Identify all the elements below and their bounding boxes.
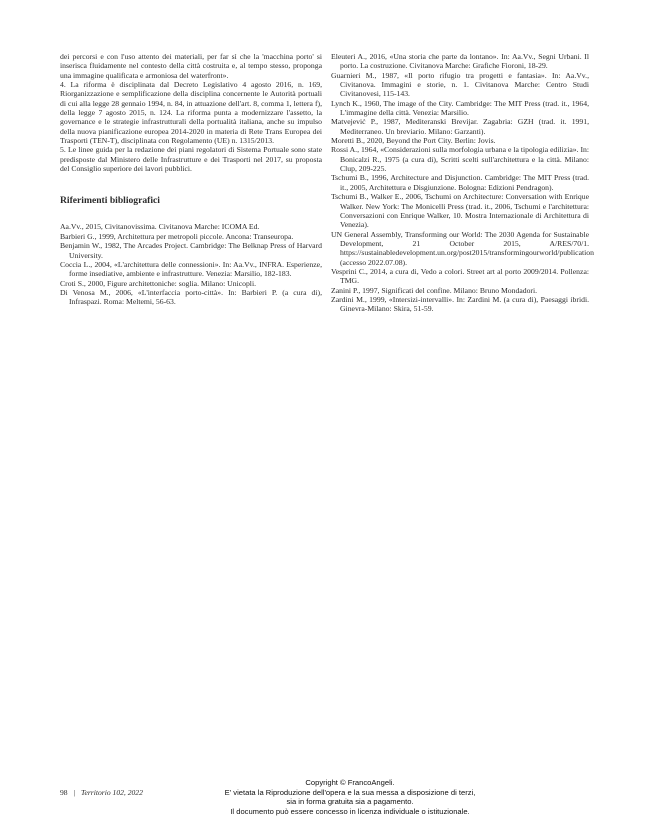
reference-item: Eleuteri A., 2016, «Una storia che parte da lontano». In: Aa.Vv., Segni Urbani. Il porto. La costruzione. Civitanova Marche: Grafiche Fioroni, 18-29. [331,52,589,71]
reference-item: Coccia L., 2004, «L'architettura delle connessioni». In: Aa.Vv., INFRA. Esperienze, forme insediative, ambiente e infrastrutture. Venezia: Marsilio, 182-183. [60,259,322,279]
reference-item: Guarnieri M., 1987, «Il porto rifugio tra progetti e fantasia». In: Aa.Vv., Civitanova. Immagini e storie, n. 1. Civitanova Marche: Centro Studi Civitanovesi, 115-143. [331,70,589,99]
copyright-notice [150,778,550,816]
reference-item: UN General Assembly, Transforming our World: The 2030 Agenda for Sustainable Development, 21 October 2015, A/RES/70/1. https://sustainabledevelopment.un.org/post2015/transformingourworld/publication (accesso 2022.07.08). [331,229,594,267]
page-footer [60,788,143,797]
right-column [331,52,594,314]
copyright-line: Il documento può essere concesso in licenza individuale o istituzionale. [230,806,470,816]
reference-item: Aa.Vv., 2015, Civitanovissima. Civitanova Marche: ICOMA Ed. [60,222,260,232]
reference-item: Tschumi B., 1996, Architecture and Disjunction. Cambridge: The MIT Press (trad. it., 2005, Architettura e Disgiunzione. Bologna: Edizioni Pendragon). [331,173,589,192]
page-number: 98 [60,788,68,797]
reference-item: Lynch K., 1960, The image of the City. Cambridge: The MIT Press (trad. it., 1964, L'immagine della città. Venezia: Marsilio. [331,98,589,118]
reference-item: Di Venosa M., 2006, «L'interfaccia porto-città». In: Barbieri P. (a cura di), Infraspazi. Roma: Meltemi, 56-63. [60,287,322,307]
journal-title: Territorio 102, 2022 [80,788,143,797]
footnote-4: 4. La riforma è disciplinata dal Decreto Legislativo 4 agosto 2016, n. 169, Riorganizzazione e semplificazione della disciplina concernente le Autorità portuali di cui alla legge 28 gennaio 1994, n. 84, in attuazione dell'art. 8, comma 1, lettera f), della legge 7 agosto 2015, n. 124. La riforma punta a modernizzare l'assetto, la governance e le strategie infrastrutturali della portualità italiana, anche su impulso della nuova pianificazione europea 2014-2020 in materia di Rete Trans Europea dei Trasporti (TEN-T), disciplinata con Regolamento (UE) n. 1315/2013. [60,80,322,146]
copyright-line: sia in forma gratuita sia a pagamento. [286,797,414,807]
reference-item: Zardini M., 1999, «Intersizi-intervalli». In: Zardini M. (a cura di), Paesaggi ibridi. Ginevra-Milano: Skira, 51-59. [331,294,589,314]
reference-item: Croti S., 2000, Figure architettoniche: soglia. Milano: Unicopli. [60,278,257,288]
reference-item: Moretti B., 2020, Beyond the Port City. Berlin: Jovis. [331,136,496,146]
reference-item: Rossi A., 1964, «Considerazioni sulla morfologia urbana e la tipologia edilizia». In: Bonicalzi R., 1975 (a cura di), Scritti scelti sull'architettura e la città. Milano: Clup, 209-225. [331,145,589,174]
reference-item: Vesprini C., 2014, a cura di, Vedo a colori. Street art al porto 2009/2014. Pollenza: TMG. [331,266,589,286]
reference-item: Barbieri G., 1999, Architettura per metropoli piccole. Ancona: Transeuropa. [60,231,294,241]
reference-item: Matvejević P., 1987, Mediteranski Brevijar. Zagabria: GZH (trad. it. 1991, Mediterraneo. Un breviario. Milano: Garzanti). [331,117,589,136]
reference-item: Benjamin W., 1982, The Arcades Project. Cambridge: The Belknap Press of Harvard University. [60,241,322,260]
copyright-line: Copyright © FrancoAngeli. [305,778,395,787]
left-column [60,52,322,307]
reference-item: Tschumi B., Walker E., 2006, Tschumi on Architecture: Conversation with Enrique Walker. New York: The Monicelli Press (trad. it., 2006, Tschumi e l'architettura: Conversazioni con Enrique Walker, 10. Mostra Internazionale di Architettura di Venezia). [331,192,589,230]
copyright-line: E' vietata la Riproduzione dell'opera e la sua messa a disposizione di terzi, [224,787,476,797]
bibliography-heading: Riferimenti bibliografici [60,195,160,207]
continuation-paragraph: dei percorsi e con l'uso attento dei materiali, per far sì che la 'macchina porto' si inserisca fluidamente nel contesto della città costruita e, al tempo stesso, proponga una immagine qualificata e armoniosa del waterfront». [60,52,322,80]
footnote-5: 5. Le linee guida per la redazione dei piani regolatori di Sistema Portuale sono state predisposte dal Ministero delle Infrastrutture e dei Trasporti nel 2017, su proposta del Consiglio superiore dei lavori pubblici. [60,145,322,174]
reference-item: Zanini P., 1997, Significati del confine. Milano: Bruno Mondadori. [331,285,538,295]
footer-separator: | [73,788,76,797]
